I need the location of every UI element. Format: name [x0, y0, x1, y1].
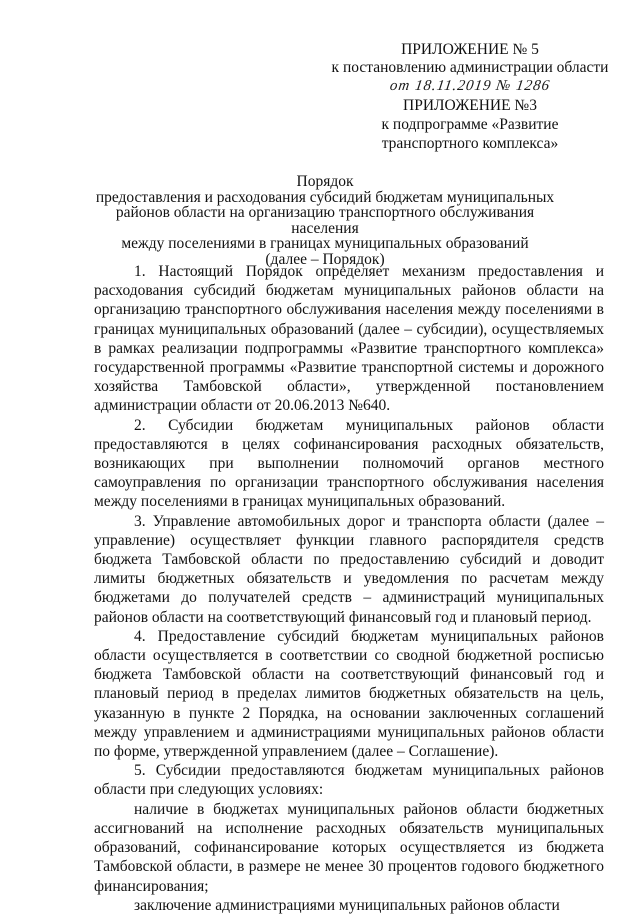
title-line: Порядок: [296, 173, 354, 190]
appendix5-subtitle: к постановлению администрации области: [331, 59, 609, 76]
paragraph-5-condition-2: заключение администрациями муниципальных районов области: [134, 896, 560, 914]
title-line: предоставления и расходования субсидий бюджетам муниципальных: [95, 188, 555, 206]
appendix3-subtitle: к подпрограмме «Развитие транспортного комплекса»: [381, 116, 559, 152]
handwritten-date-number: от 18.11.2019 № 1286: [388, 78, 552, 94]
title-line: районов области на организацию транспортного обслуживания населения: [115, 204, 535, 237]
paragraph-5-condition-1: наличие в бюджетах муниципальных районов области бюджетных ассигнований на исполнение расходных обязательств муниципальных образований, софинансирование которых осуществляется из бюджета Тамбовской области, в размере не менее 30 процентов годового бюджетного финансирования;: [94, 800, 604, 895]
paragraph-5: 5. Субсидии предоставляются бюджетам муниципальных районов области при следующих условиях:: [94, 762, 604, 799]
title-line: (далее – Порядок): [265, 250, 385, 268]
appendix3-title: ПРИЛОЖЕНИЕ №3: [403, 97, 537, 114]
appendix5-title: ПРИЛОЖЕНИЕ № 5: [401, 41, 539, 58]
title-line: между поселениями в границах муниципальных образований: [121, 235, 529, 252]
paragraph-2: 2. Субсидии бюджетам муниципальных районов области предоставляются в целях софинансирования расходных обязательств, возникающих при выполнении полномочий органов местного самоуправления по организации транспортного обслуживания населения между поселениями в границах муниципальных образований.: [94, 416, 604, 511]
document-title: [90, 174, 560, 267]
paragraph-3: 3. Управление автомобильных дорог и транспорта области (далее – управление) осуществляет функции главного распорядителя средств бюджета Тамбовской области по предоставлению субсидий и доводит лимиты бюджетных обязательств и уведомления по расчетам между бюджетами до получателей средств – администраций муниципальных районов области на соответствующий финансовый год и плановый период.: [94, 512, 604, 626]
document-body: [94, 262, 604, 915]
paragraph-1: 1. Настоящий Порядок определяет механизм предоставления и расходования субсидий бюджетам муниципальных районов области на организацию транспортного обслуживания населения между поселениями в границах муниципальных образований (далее – субсидии), осуществляемых в рамках реализации подпрограммы «Развитие транспортного комплекса» государственной программы «Развитие транспортной системы и дорожного хозяйства Тамбовской области», утвержденной постановлением администрации области от 20.06.2013 №640.: [94, 263, 604, 415]
paragraph-4: 4. Предоставление субсидий бюджетам муниципальных районов области осуществляется в соответствии со сводной бюджетной росписью бюджета Тамбовской области на соответствующий финансовый год и плановый период в пределах лимитов бюджетных обязательств на цель, указанную в пункте 2 Порядка, на основании заключенных соглашений между управлением и администрациями муниципальных районов области по форме, утвержденной управлением (далее – Соглашение).: [94, 627, 604, 761]
